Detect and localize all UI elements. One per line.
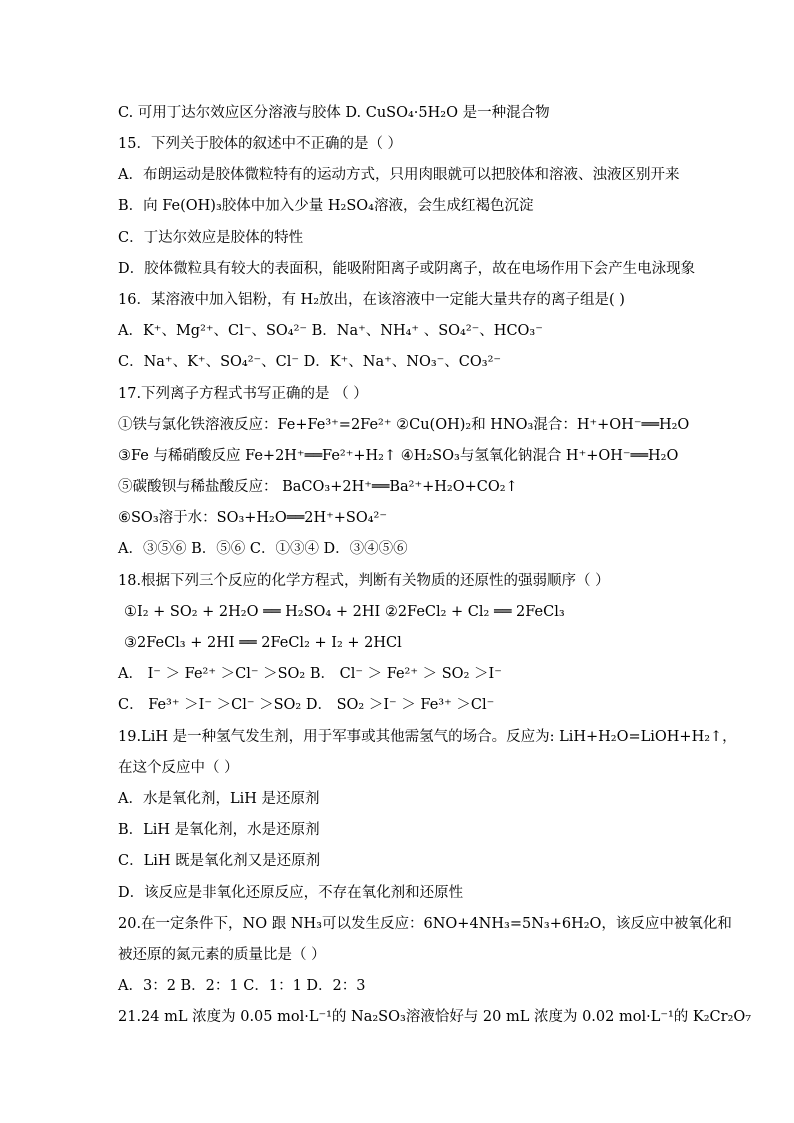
q18-reactions-1-2: ①I₂ + SO₂ + 2H₂O ══ H₂SO₄ + 2HI ②2FeCl₂ + Cl₂ ══ 2FeCl₃ xyxy=(124,604,565,620)
q19-option-c: C．LiH 既是氧化剂又是还原剂 xyxy=(118,853,321,869)
q19-option-b: B．LiH 是氧化剂，水是还原剂 xyxy=(118,822,320,838)
q16-options-cd: C．Na⁺、K⁺、SO₄²⁻、Cl⁻ D．K⁺、Na⁺、NO₃⁻、CO₃²⁻ xyxy=(118,354,502,370)
q18-options-cd: C． Fe³⁺ ＞I⁻ ＞Cl⁻ ＞SO₂ D． SO₂ ＞I⁻ ＞ Fe³⁺ ＞Cl⁻ xyxy=(118,697,495,713)
q19-option-d: D．该反应是非氧化还原反应，不存在氧化剂和还原性 xyxy=(118,885,464,901)
q17-item-6: ⑥SO₃溶于水：SO₃+H₂O══2H⁺+SO₄²⁻ xyxy=(118,510,387,526)
q20-stem-line2: 被还原的氮元素的质量比是（ ） xyxy=(118,947,326,963)
q14-options-cd: C. 可用丁达尔效应区分溶液与胶体 D. CuSO₄·5H₂O 是一种混合物 xyxy=(118,105,550,121)
q17-options: A．③⑤⑥ B．⑤⑥ C．①③④ D．③④⑤⑥ xyxy=(118,541,408,557)
q19-stem-line2: 在这个反应中（ ） xyxy=(118,760,239,776)
q21-stem-line1: 21.24 mL 浓度为 0.05 mol·L⁻¹的 Na₂SO₃溶液恰好与 20 mL 浓度为 0.02 mol·L⁻¹的 K₂Cr₂O₇ xyxy=(118,1009,752,1025)
q17-items-3-4: ③Fe 与稀硝酸反应 Fe+2H⁺══Fe²⁺+H₂↑ ④H₂SO₃与氢氧化钠混合 H⁺+OH⁻══H₂O xyxy=(118,448,679,464)
q15-stem: 15．下列关于胶体的叙述中不正确的是（ ） xyxy=(118,136,403,152)
q20-options: A．3：2 B．2：1 C．1：1 D．2：3 xyxy=(118,978,366,994)
q17-stem: 17.下列离子方程式书写正确的是 （ ） xyxy=(118,386,368,402)
q15-option-d: D．胶体微粒具有较大的表面积，能吸附阳离子或阴离子，故在电场作用下会产生电泳现象 xyxy=(118,261,696,277)
q18-reaction-3: ③2FeCl₃ + 2HI ══ 2FeCl₂ + I₂ + 2HCl xyxy=(124,635,402,651)
q15-option-c: C．丁达尔效应是胶体的特性 xyxy=(118,230,304,246)
q18-options-ab: A． I⁻ ＞ Fe²⁺ ＞Cl⁻ ＞SO₂ B． Cl⁻ ＞ Fe²⁺ ＞ SO₂ ＞I⁻ xyxy=(118,666,502,682)
q15-option-a: A．布朗运动是胶体微粒特有的运动方式，只用肉眼就可以把胶体和溶液、浊液区别开来 xyxy=(118,167,680,183)
q17-item-5: ⑤碳酸钡与稀盐酸反应： BaCO₃+2H⁺══Ba²⁺+H₂O+CO₂↑ xyxy=(118,479,518,495)
q19-option-a: A．水是氧化剂，LiH 是还原剂 xyxy=(118,791,320,807)
q16-stem: 16．某溶液中加入铝粉，有 H₂放出，在该溶液中一定能大量共存的离子组是( ) xyxy=(118,292,625,308)
q15-option-b: B．向 Fe(OH)₃胶体中加入少量 H₂SO₄溶液，会生成红褐色沉淀 xyxy=(118,198,534,214)
q18-stem: 18.根据下列三个反应的化学方程式，判断有关物质的还原性的强弱顺序（ ） xyxy=(118,573,610,589)
q16-options-ab: A．K⁺、Mg²⁺、Cl⁻、SO₄²⁻ B．Na⁺、NH₄⁺ 、SO₄²⁻、HCO₃⁻ xyxy=(118,323,543,339)
q20-stem-line1: 20.在一定条件下，NO 跟 NH₃可以发生反应：6NO+4NH₃=5N₃+6H₂O，该反应中被氧化和 xyxy=(118,916,732,932)
q19-stem-line1: 19.LiH 是一种氢气发生剂，用于军事或其他需氢气的场合。反应为: LiH+H₂O=LiOH+H₂↑， xyxy=(118,729,737,745)
q17-items-1-2: ①铁与氯化铁溶液反应：Fe+Fe³⁺=2Fe²⁺ ②Cu(OH)₂和 HNO₃混合：H⁺+OH⁻══H₂O xyxy=(118,417,690,433)
